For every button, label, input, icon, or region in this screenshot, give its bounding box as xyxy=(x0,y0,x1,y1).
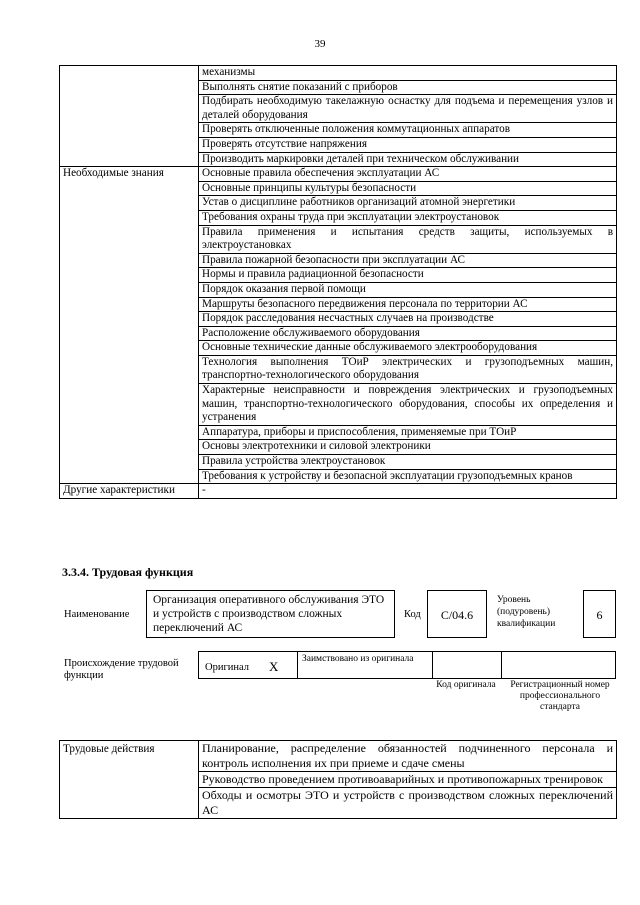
knowledge-item: Требования к устройству и безопасной эксплуатации грузоподъемных кранов xyxy=(199,469,617,484)
knowledge-item: Характерные неисправности и повреждения электрических и грузоподъемных машин, транспортно-технологического оборудования, способы их определения и устранения xyxy=(199,384,617,426)
knowledge-item: Устав о дисциплине работников организаций атомной энергетики xyxy=(199,196,617,211)
level-value-box xyxy=(583,590,616,638)
other-label: Другие характеристики xyxy=(60,484,199,499)
level-value: 6 xyxy=(596,608,603,622)
action-item: Планирование, распределение обязанностей подчиненного персонала и контроль исполнения их при приеме и сдаче смены xyxy=(199,741,617,772)
origin-label: Происхождение трудовой функции xyxy=(64,658,179,681)
knowledge-item: Основы электротехники и силовой электроники xyxy=(199,440,617,455)
knowledge-label: Необходимые знания xyxy=(60,167,199,484)
actions-label: Трудовые действия xyxy=(60,741,199,819)
section-title: 3.3.4. Трудовая функция xyxy=(62,565,194,579)
name-label: Наименование xyxy=(64,609,130,620)
skill-item: Выполнять снятие показаний с приборов xyxy=(199,80,617,95)
page-number: 39 xyxy=(314,38,326,50)
level-label: Уровень (подуровень) квалификации xyxy=(497,595,556,629)
code-original-caption: Код оригинала xyxy=(436,680,496,690)
reg-number-caption: Регистрационный номер профессионального стандарта xyxy=(510,680,610,712)
function-name-box xyxy=(146,590,395,638)
original-label: Оригинал xyxy=(205,662,249,673)
table-row xyxy=(60,167,617,182)
knowledge-item: Основные технические данные обслуживаемого электрооборудования xyxy=(199,341,617,356)
knowledge-item: Правила устройства электроустановок xyxy=(199,455,617,470)
knowledge-item: Порядок оказания первой помощи xyxy=(199,282,617,297)
knowledge-item: Основные принципы культуры безопасности xyxy=(199,181,617,196)
function-name: Организация оперативного обслуживания ЭТО и устройств с производством сложных переключений АС xyxy=(153,594,385,634)
knowledge-item: Расположение обслуживаемого оборудования xyxy=(199,326,617,341)
action-item: Руководство проведением противоаварийных и противопожарных тренировок xyxy=(199,772,617,788)
reg-number-cell xyxy=(501,651,616,679)
knowledge-item: Аппаратура, приборы и приспособления, применяемые при ТОиР xyxy=(199,425,617,440)
code-value: С/04.6 xyxy=(440,608,474,622)
borrowed-cell xyxy=(297,651,433,679)
skills-knowledge-table xyxy=(59,65,617,499)
table-row xyxy=(60,66,617,81)
knowledge-item: Правила применения и испытания средств защиты, используемых в электроустановках xyxy=(199,225,617,253)
skill-item: Производить маркировки деталей при техническом обслуживании xyxy=(199,152,617,167)
knowledge-item: Требования охраны труда при эксплуатации электроустановок xyxy=(199,210,617,225)
original-cell xyxy=(198,651,298,679)
code-value-box xyxy=(427,590,487,638)
code-label: Код xyxy=(404,609,421,620)
original-mark: X xyxy=(269,659,279,674)
skill-item: Проверять отключенные положения коммутационных аппаратов xyxy=(199,123,617,138)
origin-box xyxy=(198,651,616,679)
knowledge-item: Порядок расследования несчастных случаев на производстве xyxy=(199,312,617,327)
borrowed-label: Заимствовано из оригинала xyxy=(302,654,414,664)
code-original-cell xyxy=(432,651,502,679)
knowledge-item: Нормы и правила радиационной безопасности xyxy=(199,268,617,283)
skill-item: Проверять отсутствие напряжения xyxy=(199,137,617,152)
knowledge-item: Технология выполнения ТОиР электрических и грузоподъемных машин, транспортно-технологического оборудования xyxy=(199,355,617,383)
knowledge-item: Основные правила обеспечения эксплуатации АС xyxy=(199,167,617,182)
table-row xyxy=(60,484,617,499)
skill-item: Подбирать необходимую такелажную оснастку для подъема и перемещения узлов и деталей оборудования xyxy=(199,95,617,123)
table-row xyxy=(60,741,617,772)
skill-item: механизмы xyxy=(199,66,617,81)
knowledge-item: Маршруты безопасного передвижения персонала по территории АС xyxy=(199,297,617,312)
action-item: Обходы и осмотры ЭТО и устройств с производством сложных переключений АС xyxy=(199,788,617,819)
knowledge-item: Правила пожарной безопасности при эксплуатации АС xyxy=(199,253,617,268)
labor-actions-table xyxy=(59,740,617,819)
other-value: - xyxy=(199,484,617,499)
skills-label-cell xyxy=(60,66,199,167)
